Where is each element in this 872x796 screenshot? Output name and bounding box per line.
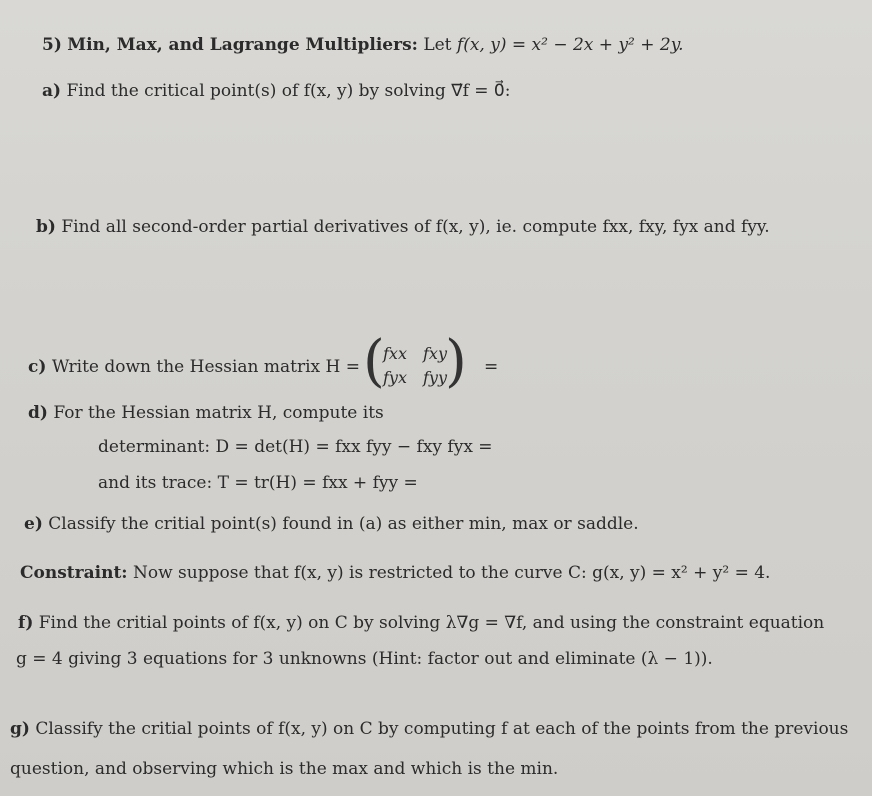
part-b [36,216,770,238]
part-g-line-2: question, and observing which is the max and which is the min. [10,759,559,779]
question-5-function: f(x, y) = x² − 2x + y² + 2y. [456,35,684,55]
part-c [28,356,360,378]
matrix-cell-fxx: fxx [383,344,407,363]
part-g-label: g) [10,719,30,739]
part-c-label: c) [28,357,47,377]
matrix-cell-fxy: fxy [423,344,447,363]
part-g-text-1: Classify the critial points of f(x, y) on C by computing f at each of the points from the previous [35,719,849,739]
part-b-text: Find all second-order partial derivatives of f(x, y), ie. compute fxx, fxy, fyx and fyy. [61,217,770,237]
hessian-matrix [363,329,473,394]
part-e-label: e) [24,514,43,534]
question-5-title: Min, Max, and Lagrange Multipliers: [67,35,418,55]
constraint-label: Constraint: [20,563,128,583]
matrix-cell-fyy: fyy [423,368,447,387]
constraint-text: Now suppose that f(x, y) is restricted to the curve C: g(x, y) = x² + y² = 4. [132,563,771,583]
part-b-label: b) [36,217,56,237]
matrix-left-paren: ( [363,329,385,394]
part-d-trace: and its trace: T = tr(H) = fxx + fyy = [98,473,418,493]
part-a-text: Find the critical point(s) of f(x, y) by solving ∇⃗f = 0⃗: [66,81,511,101]
part-d-text: For the Hessian matrix H, compute its [53,403,384,423]
part-d-determinant: determinant: D = det(H) = fxx fyy − fxy fyx = [98,437,493,457]
question-5-header [42,34,683,56]
matrix-cell-fyx: fyx [383,368,407,387]
part-a-label: a) [42,81,62,101]
matrix-right-paren: ) [445,329,467,394]
part-g-line-1 [10,718,848,740]
part-e [24,513,639,535]
part-f-line-1 [18,612,824,634]
question-5-let: Let [423,35,452,55]
part-f-line-2: g = 4 giving 3 equations for 3 unknowns (Hint: factor out and eliminate (λ − 1)). [16,649,713,669]
question-5-number: 5) [42,35,62,55]
matrix-equals: = [484,357,499,377]
part-f-label: f) [18,613,34,633]
part-a [42,80,510,102]
part-d-label: d) [28,403,48,423]
part-d [28,402,384,424]
part-f-text-1: Find the critial points of f(x, y) on C by solving λ∇g = ∇f, and using the constraint equation [38,613,825,633]
constraint [20,562,770,584]
part-e-text: Classify the critial point(s) found in (a) as either min, max or saddle. [48,514,639,534]
part-c-text: Write down the Hessian matrix H = [51,357,361,377]
